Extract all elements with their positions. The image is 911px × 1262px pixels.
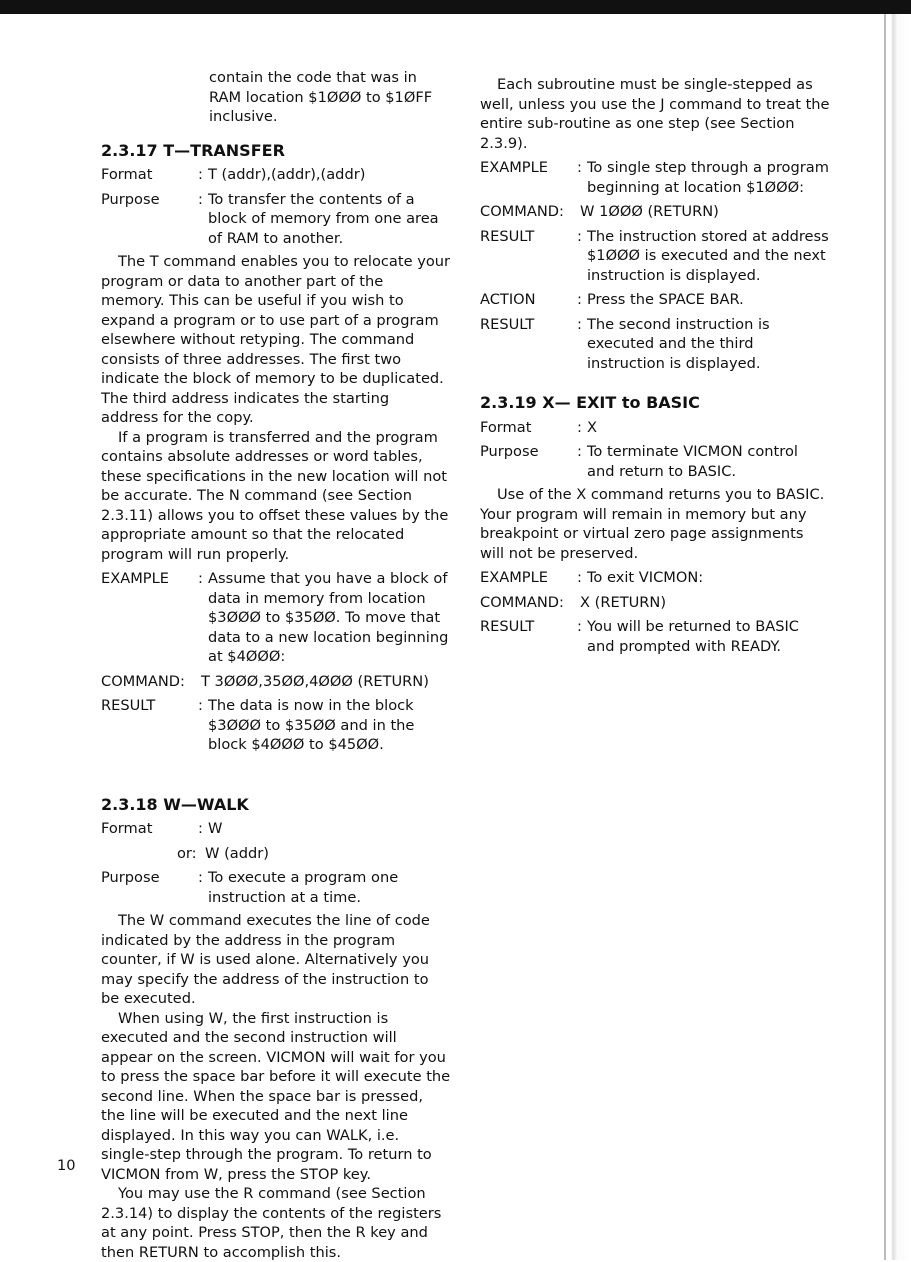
- colon: :: [577, 418, 582, 436]
- format-label: Format: [480, 418, 532, 436]
- example-label: EXAMPLE: [101, 570, 169, 587]
- exit-example-row: [480, 568, 830, 588]
- result-label: RESULT: [480, 618, 535, 635]
- action-label: ACTION: [480, 291, 536, 308]
- walk-paragraph-4: Each subroutine must be single-stepped as well, unless you use the J command to treat the entire sub-routine as one step (see Section 2.3.9).: [480, 76, 830, 152]
- format-value: W: [208, 820, 223, 837]
- command-label: COMMAND:: [101, 672, 185, 690]
- exit-command-row: [480, 593, 830, 613]
- purpose-value: To execute a program one instruction at a time.: [208, 869, 399, 906]
- colon: :: [577, 618, 582, 635]
- command-value: X (RETURN): [580, 593, 667, 611]
- transfer-format-row: [101, 165, 451, 185]
- section-heading-walk: 2.3.18 W—WALK: [101, 794, 249, 814]
- transfer-paragraph-2: If a program is transferred and the program contains absolute addresses or word tables, these specifications in the new location will not be accurate. The N command (see Section 2.3.11) allows you to offset these values by the appropriate amount so that the relocated program will run properly.: [101, 428, 449, 563]
- transfer-purpose-row: [101, 190, 451, 249]
- walk-example-row: [480, 158, 830, 197]
- scan-top-border: [0, 0, 911, 14]
- exit-result-row: [480, 617, 830, 656]
- command-value: T 3ØØØ,35ØØ,4ØØØ (RETURN): [201, 672, 429, 690]
- colon: :: [577, 159, 582, 176]
- example-label: EXAMPLE: [480, 569, 548, 586]
- example-value: Assume that you have a block of data in memory from location $3ØØØ to $35ØØ. To move that data to a new location beginning at $4ØØØ:: [208, 570, 449, 665]
- walk-command-row: [480, 202, 830, 222]
- transfer-result-row: [101, 696, 451, 755]
- walk-purpose-row: [101, 868, 451, 907]
- action-value: Press the SPACE BAR.: [587, 291, 744, 308]
- walk-format-alt-row: [101, 844, 451, 864]
- colon: :: [198, 166, 203, 183]
- transfer-command-row: [101, 672, 451, 692]
- scan-fold-line: [884, 14, 886, 1260]
- or-label: or:: [177, 844, 197, 862]
- colon: :: [577, 227, 582, 245]
- walk-action-row: [480, 290, 830, 310]
- colon: :: [577, 569, 582, 586]
- right-column: [480, 75, 830, 656]
- example-value: To single step through a program beginning at location $1ØØØ:: [587, 159, 829, 196]
- exit-purpose-row: [480, 442, 830, 481]
- colon: :: [198, 190, 203, 208]
- result-value: The instruction stored at address $1ØØØ is executed and the next instruction is displayed.: [587, 227, 829, 284]
- result-label: RESULT: [480, 315, 535, 333]
- result-label: RESULT: [480, 227, 535, 245]
- colon: :: [198, 697, 203, 714]
- purpose-value: To terminate VICMON control and return to BASIC.: [587, 443, 798, 480]
- colon: :: [577, 291, 582, 308]
- exit-paragraph: Use of the X command returns you to BASIC. Your program will remain in memory but any breakpoint or virtual zero page assignments will not be preserved.: [480, 486, 825, 562]
- purpose-label: Purpose: [101, 869, 160, 886]
- purpose-value: To transfer the contents of a block of memory from one area of RAM to another.: [208, 190, 439, 247]
- example-value: To exit VICMON:: [587, 569, 704, 586]
- command-label: COMMAND:: [480, 593, 564, 611]
- walk-paragraph-1: The W command executes the line of code indicated by the address in the program counter, if W is used alone. Alternatively you may specify the address of the instruction to be executed.: [101, 912, 430, 1007]
- exit-format-row: [480, 418, 830, 438]
- command-value: W 1ØØØ (RETURN): [580, 203, 719, 220]
- result-value: You will be returned to BASIC and prompted with READY.: [587, 618, 799, 655]
- result-value: The data is now in the block $3ØØØ to $35ØØ and in the block $4ØØØ to $45ØØ.: [208, 697, 415, 753]
- section-heading-exit: 2.3.19 X— EXIT to BASIC: [480, 393, 700, 412]
- transfer-example-row: [101, 569, 451, 667]
- scan-right-edge: [883, 14, 911, 1260]
- format-alt-value: W (addr): [205, 844, 269, 862]
- result-value: The second instruction is executed and the third instruction is displayed.: [587, 315, 770, 372]
- walk-format-row: [101, 819, 451, 839]
- format-value: T (addr),(addr),(addr): [208, 166, 366, 183]
- result-label: RESULT: [101, 697, 156, 714]
- format-value: X: [587, 418, 597, 436]
- section-heading-transfer: 2.3.17 T—TRANSFER: [101, 140, 285, 160]
- command-label: COMMAND:: [480, 203, 564, 220]
- format-label: Format: [101, 166, 153, 183]
- purpose-label: Purpose: [101, 190, 160, 208]
- colon: :: [198, 820, 203, 837]
- purpose-label: Purpose: [480, 443, 539, 460]
- format-label: Format: [101, 820, 153, 837]
- intro-text: contain the code that was in RAM location $1ØØØ to $1ØFF inclusive.: [209, 69, 433, 125]
- page-number: 10: [57, 1157, 76, 1174]
- colon: :: [577, 443, 582, 460]
- colon: :: [198, 869, 203, 886]
- left-column: [101, 68, 451, 1262]
- walk-result-row-1: [480, 227, 830, 286]
- colon: :: [198, 570, 203, 587]
- transfer-paragraph-1: The T command enables you to relocate your program or data to another part of the memory. This can be useful if you wish to expand a program or to use part of a program elsewhere without retyping. The command consists of three addresses. The first two indicate the block of memory to be duplicated. The third address indicates the starting address for the copy.: [101, 253, 451, 426]
- walk-paragraph-3: You may use the R command (see Section 2.3.14) to display the contents of the registers at any point. Press STOP, then the R key and then RETURN to accomplish this.: [101, 1185, 442, 1261]
- walk-result-row-2: [480, 315, 830, 374]
- walk-paragraph-2: When using W, the first instruction is executed and the second instruction will appear on the screen. VICMON will wait for you to press the space bar before it will execute the second line. When the space bar is pressed, the line will be executed and the next line displayed. In this way you can WALK, i.e. single-step through the program. To return to VICMON from W, press the STOP key.: [101, 1009, 451, 1183]
- colon: :: [577, 315, 582, 333]
- example-label: EXAMPLE: [480, 159, 548, 176]
